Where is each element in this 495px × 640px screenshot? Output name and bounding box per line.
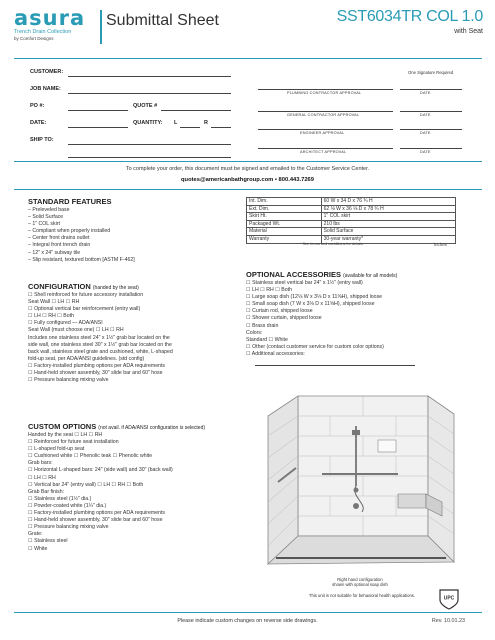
feature-item: – Solid Surface <box>28 214 64 221</box>
po-label: PO #: <box>30 103 45 109</box>
accessories-heading <box>246 270 397 279</box>
config-line[interactable]: ☐ Factory-installed plumbing options per ADA requirements <box>28 362 165 369</box>
customer-field[interactable] <box>68 76 231 77</box>
spec-value: 60 W x 34 D x 76 ¾ H <box>321 198 455 206</box>
approval-date-label-2: DATE <box>420 113 431 117</box>
configuration-title: CONFIGURATION <box>28 282 91 291</box>
footer-text: Please indicate custom changes on reverse side drawings. <box>177 618 318 624</box>
upc-certification-icon <box>438 586 460 610</box>
approval-date-3[interactable] <box>400 129 462 130</box>
spec-key: Material <box>247 228 322 236</box>
illustration-caption <box>300 577 420 587</box>
header-rule <box>14 58 482 59</box>
quantity-label: QUANTITY: <box>133 120 163 126</box>
model-number: SST6034TR COL 1.0 <box>336 8 483 25</box>
config-line: Includes one stainless steel 24" x 1½" grab bar located on the <box>28 334 170 341</box>
spec-value: 62 ⅛ W x 36 ⅛ D x 78 ¾ H <box>321 205 455 213</box>
config-line[interactable]: Seat Wall ☐ LH ☐ RH <box>28 299 80 306</box>
feature-item: – Preleveled base <box>28 207 70 213</box>
accessory-line[interactable]: Standard ☐ White <box>246 336 288 343</box>
feature-item: – Slip resistant, textured bottom [ASTM F-462] <box>28 256 135 263</box>
quote-label: QUOTE # <box>133 103 158 109</box>
config-line[interactable]: ☐ Optional vertical bar reinforcement (entry wall) <box>28 306 141 313</box>
feature-item: – Center front drains outlet <box>28 235 90 242</box>
revision-label: Rev. 10.01.23 <box>431 618 465 624</box>
configuration-note: (handed by the seat) <box>92 285 139 291</box>
brand-subtitle-2: by Comfort Designs <box>14 36 54 41</box>
approval-label-3: ENGINEER APPROVAL <box>300 131 345 135</box>
footer-rule <box>14 612 482 613</box>
accessory-line[interactable]: ☐ Other (contact customer service for custom color options) <box>246 343 384 350</box>
accessory-line[interactable]: ☐ LH ☐ RH ☐ Both <box>246 287 292 294</box>
feature-item: – 1" COL skirt <box>28 221 60 228</box>
job-name-label: JOB NAME: <box>30 86 61 92</box>
approval-date-2[interactable] <box>400 111 462 112</box>
custom-line[interactable]: ☐ Cushioned white ☐ Phenolic teak ☐ Phenolic white <box>28 453 153 460</box>
approval-line-3[interactable] <box>258 129 393 130</box>
caption-line-2: shown with optional soap dish <box>332 582 388 587</box>
config-line: fold-up seat, per ADA/ANSI guidelines. (std config) <box>28 355 145 362</box>
spec-key: Warranty <box>247 235 322 243</box>
custom-options-title: CUSTOM OPTIONS <box>28 422 97 431</box>
configuration-heading <box>28 282 139 291</box>
approval-label-2: GENERAL CONTRACTOR APPROVAL <box>287 113 360 117</box>
spec-key: Packaged Wt. <box>247 220 322 228</box>
custom-options-note: (not avail. if ADA/ANSI configuration is selected) <box>98 425 206 431</box>
accessory-line[interactable]: ☐ Brass drain <box>246 322 279 329</box>
custom-line[interactable]: ☐ Horizontal L-shaped bars: 24" (side wall) and 30" (back wall) <box>28 467 173 474</box>
quantity-l-field[interactable] <box>180 127 200 128</box>
quantity-r-label: R <box>204 120 208 126</box>
notice-bottom-rule <box>14 189 482 190</box>
quantity-l-label: L <box>174 120 178 126</box>
signature-required-note: One Signature Required <box>408 70 454 75</box>
accessory-line[interactable]: ☐ Large soap dish (12⅛ W x 3⅛ D x 11⅝H), shipped loose <box>246 294 383 301</box>
feature-item: – 12" x 24" subway tile <box>28 249 81 256</box>
accessory-line[interactable]: ☐ Shower curtain, shipped loose <box>246 315 322 322</box>
accessories-list <box>246 280 384 358</box>
config-line[interactable]: ☐ Hand-held shower assembly, 30" slide bar and 60" hose <box>28 370 163 377</box>
approval-date-1[interactable] <box>400 89 462 90</box>
config-line: back wall, stainless steel grate and cushioned, white, L-shaped <box>28 348 173 355</box>
config-line[interactable]: ☐ Shell reinforced for future accessory installation <box>28 292 144 298</box>
config-line[interactable]: ☐ Pressure balancing mixing valve <box>28 377 109 384</box>
model-subtitle: with Seat <box>454 28 483 35</box>
custom-line[interactable]: ☐ Pressure balancing mixing valve <box>28 524 109 531</box>
brand-name: asura <box>14 6 86 30</box>
spec-key: Ext. Dim. <box>247 205 322 213</box>
approval-line-2[interactable] <box>258 111 393 112</box>
accessory-line: Colors: <box>246 329 263 336</box>
custom-line[interactable]: ☐ White <box>28 545 48 552</box>
approval-line-4[interactable] <box>258 148 393 149</box>
custom-line[interactable]: ☐ Powder-coated white (1¼" dia.) <box>28 502 107 509</box>
customer-label: CUSTOMER: <box>30 69 64 75</box>
shower-illustration <box>258 386 464 582</box>
spec-value: Solid Surface <box>321 228 455 236</box>
custom-line[interactable]: ☐ L-shaped fold-up seat <box>28 446 85 453</box>
suitability-note: This unit is not suitable for behavioral health applications. <box>308 593 416 598</box>
spec-value: 210 lbs <box>321 220 455 228</box>
ship-to-field-2[interactable] <box>68 157 231 158</box>
custom-line[interactable]: ☐ Vertical bar 24" (entry wall) ☐ LH ☐ RH ☐ Both <box>28 481 144 488</box>
approval-date-label-3: DATE <box>420 131 431 135</box>
standard-features-list <box>28 207 135 264</box>
spec-row <box>247 228 456 236</box>
quote-field[interactable] <box>161 110 231 111</box>
brand-logo <box>14 8 85 42</box>
spec-key: Int. Dim. <box>247 198 322 206</box>
svg-text:UPC: UPC <box>443 595 455 602</box>
approval-label-1: PLUMBING CONTRACTOR APPROVAL <box>287 91 362 95</box>
config-line[interactable]: ☐ Fully configured — ADA/ANSI <box>28 320 103 327</box>
ship-to-label: SHIP TO: <box>30 137 54 143</box>
custom-line[interactable]: ☐ LH ☐ RH <box>28 474 56 481</box>
spec-row <box>247 213 456 221</box>
approval-date-label-4: DATE <box>420 150 431 154</box>
accessories-note: (available for all models) <box>343 273 398 279</box>
approval-date-4[interactable] <box>400 148 462 149</box>
header-divider <box>100 10 102 44</box>
additional-accessories-field[interactable] <box>255 365 415 366</box>
spec-footnote: * See terms and conditions for details <box>300 242 363 246</box>
notice-contact[interactable]: quotes@americanbathgroup.com • 800.443.7269 <box>180 177 314 183</box>
custom-line[interactable]: Handed by the seat ☐ LH ☐ RH <box>28 432 103 438</box>
spec-value: 1" COL skirt <box>321 213 455 221</box>
feature-item: – Integral front trench drain <box>28 242 91 249</box>
spec-units: inches <box>434 242 448 247</box>
config-line[interactable]: Seat Wall (must choose one) ☐ LH ☐ RH <box>28 327 124 334</box>
custom-line: Grate: <box>28 531 43 538</box>
page-title: Submittal Sheet <box>106 12 219 29</box>
approval-date-label-1: DATE <box>420 91 431 95</box>
custom-line: Grab bars: <box>28 460 53 467</box>
custom-options-heading <box>28 422 205 431</box>
accessory-line[interactable]: ☐ Curtain rod, shipped loose <box>246 308 313 315</box>
standard-features-heading: STANDARD FEATURES <box>28 197 112 206</box>
accessories-title: OPTIONAL ACCESSORIES <box>246 270 342 279</box>
approval-label-4: ARCHITECT APPROVAL <box>300 150 347 154</box>
config-line: side wall, one stainless steel 30" x 1½" grab bar located on the <box>28 341 172 348</box>
spec-row <box>247 220 456 228</box>
custom-options-list <box>28 432 173 553</box>
accessory-line[interactable]: ☐ Stainless steel vertical bar 24" x 1½" (entry wall) <box>246 280 363 286</box>
quantity-r-field[interactable] <box>211 127 231 128</box>
accessory-line[interactable]: ☐ Additional accessories: <box>246 350 305 357</box>
job-name-field[interactable] <box>68 93 231 94</box>
feature-item: – Compliant when properly installed <box>28 228 111 235</box>
custom-line: Grab Bar finish: <box>28 488 65 495</box>
custom-line[interactable]: ☐ Reinforced for future seat installation <box>28 439 119 446</box>
spec-key: Skirt Ht. <box>247 213 322 221</box>
config-line[interactable]: ☐ LH ☐ RH ☐ Both <box>28 313 74 320</box>
custom-line[interactable]: ☐ Factory-installed plumbing options per ADA requirements <box>28 510 165 517</box>
spec-value: 30-year warranty* <box>321 235 455 243</box>
date-label: DATE: <box>30 120 47 126</box>
custom-line[interactable]: ☐ Stainless steel <box>28 538 68 545</box>
custom-line[interactable]: ☐ Stainless steel (1½" dia.) <box>28 495 92 502</box>
spec-row <box>247 205 456 213</box>
accessory-line[interactable]: ☐ Small soap dish (7 W x 3⅛ D x 11⅝H), shipped loose <box>246 301 375 308</box>
notice-top-rule <box>14 161 482 162</box>
ship-to-field-1[interactable] <box>68 144 231 145</box>
custom-line[interactable]: ☐ Hand-held shower assembly, 30" slide bar and 60" hose <box>28 517 163 524</box>
notice-text: To complete your order, this document must be signed and emailed to the Customer Service Center. <box>125 166 370 172</box>
date-field[interactable] <box>68 127 128 128</box>
spec-row <box>247 198 456 206</box>
spec-table <box>246 197 456 244</box>
caption-line-1: Right hand configuration <box>337 577 383 582</box>
po-field[interactable] <box>68 110 128 111</box>
approval-line-1[interactable] <box>258 89 393 90</box>
brand-subtitle: Trench Drain Collection <box>14 29 72 35</box>
configuration-list <box>28 292 173 384</box>
